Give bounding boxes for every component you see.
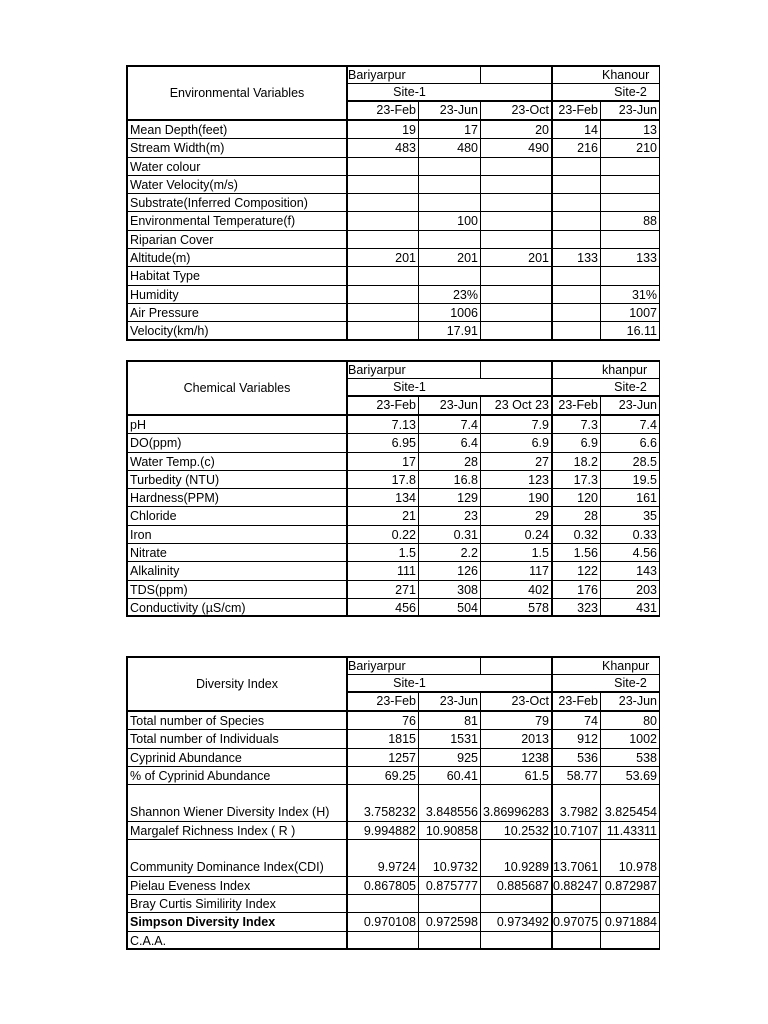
row-label: Velocity(km/h) [126,322,346,340]
table-cell: 17 [418,121,480,139]
table-cell: 23 [418,507,480,525]
table-cell: 0.24 [480,526,551,544]
table-cell [600,267,660,285]
table-cell: 0.872987 [600,877,660,895]
table-cell [480,286,551,304]
table-cell: 133 [551,249,600,267]
table-cell [551,322,600,340]
table-cell: 129 [418,489,480,507]
table-cell: 456 [346,599,418,617]
table-row [126,581,660,599]
table-cell: 27 [480,453,551,471]
table-cell: 21 [346,507,418,525]
table-cell [346,322,418,340]
table-cell: 536 [551,749,600,767]
table-cell: 1.5 [346,544,418,562]
table-body [126,121,660,341]
date-header: 23-Feb [551,693,600,712]
table-cell [480,158,551,176]
table-row [126,489,660,507]
table-cell: 1815 [346,730,418,748]
table-row [126,730,660,748]
table-cell [551,212,600,230]
table-cell [346,158,418,176]
table-cell: 9.994882 [346,822,418,840]
table-cell: 23% [418,286,480,304]
table-cell: 13.7061 [551,858,600,876]
table-cell [418,194,480,212]
table-cell: 29 [480,507,551,525]
row-label: TDS(ppm) [126,581,346,599]
table-cell: 323 [551,599,600,617]
table-row [126,194,660,212]
table-row [126,286,660,304]
row-label: Chloride [126,507,346,525]
table-cell: 308 [418,581,480,599]
table-cell: 0.972598 [418,913,480,931]
table-cell: 480 [418,139,480,157]
table-cell: 6.6 [600,434,660,452]
table-cell: 1257 [346,749,418,767]
table-cell [480,304,551,322]
table-cell: 7.3 [551,416,600,434]
date-header: 23-Oct [480,693,551,712]
date-header: 23-Jun [418,397,480,416]
table-cell [418,895,480,913]
table-row [126,749,660,767]
table-cell: 925 [418,749,480,767]
row-label: Total number of Species [126,712,346,730]
table-cell [480,267,551,285]
table-cell: 61.5 [480,767,551,785]
row-label: Riparian Cover [126,231,346,249]
table-cell [600,932,660,950]
table-cell: 1531 [418,730,480,748]
row-label: Habitat Type [126,267,346,285]
table-cell [480,231,551,249]
table-row [126,471,660,489]
table-header [126,656,660,712]
table-cell [480,212,551,230]
site2-label: Site-2 [551,379,660,398]
table-cell: 14 [551,121,600,139]
row-label: Total number of Individuals [126,730,346,748]
table-row [126,767,660,785]
table-cell: 143 [600,562,660,580]
date-header: 23-Jun [600,102,660,121]
site1-name: Bariyarpur [346,360,480,379]
table-cell: 16.11 [600,322,660,340]
table-cell: 0.875777 [418,877,480,895]
table-cell: 100 [418,212,480,230]
table-cell: 1238 [480,749,551,767]
table-cell: 28.5 [600,453,660,471]
table-cell: 74 [551,712,600,730]
table-cell: 0.88247 [551,877,600,895]
table-row [126,158,660,176]
table-cell: 7.4 [418,416,480,434]
site2-name: Khanour [551,65,660,84]
site1-label: Site-1 [346,84,551,103]
table-title: Environmental Variables [126,65,346,121]
date-header: 23 Oct 23 [480,397,551,416]
table-cell: 0.33 [600,526,660,544]
table-cell: 161 [600,489,660,507]
table-cell [600,158,660,176]
table-row [126,822,660,840]
table-row [126,176,660,194]
row-label: Iron [126,526,346,544]
row-label: Conductivity (µS/cm) [126,599,346,617]
table-cell: 31% [600,286,660,304]
table-cell: 19 [346,121,418,139]
table-cell: 117 [480,562,551,580]
table-cell: 58.77 [551,767,600,785]
table-cell: 538 [600,749,660,767]
table-cell [346,932,418,950]
table-row [126,434,660,452]
table-header [126,360,660,416]
table-cell [346,194,418,212]
table-row [126,785,660,803]
table-cell: 133 [600,249,660,267]
row-label: Water Velocity(m/s) [126,176,346,194]
table-cell: 7.4 [600,416,660,434]
table-cell [418,785,480,803]
date-header: 23-Feb [551,397,600,416]
table-cell: 81 [418,712,480,730]
table-cell: 1.5 [480,544,551,562]
date-header: 23-Feb [346,693,418,712]
table-cell: 504 [418,599,480,617]
table-cell [551,785,600,803]
table-cell: 0.31 [418,526,480,544]
table-cell [551,304,600,322]
table-cell: 2.2 [418,544,480,562]
row-label: Alkalinity [126,562,346,580]
table-cell [418,176,480,194]
table-cell [346,286,418,304]
table-row [126,932,660,950]
table-cell [346,176,418,194]
table-cell: 201 [480,249,551,267]
table-cell: 17 [346,453,418,471]
row-label: % of Cyprinid Abundance [126,767,346,785]
table-cell: 69.25 [346,767,418,785]
table-cell: 3.848556 [418,803,480,821]
table-cell: 60.41 [418,767,480,785]
table-cell [480,895,551,913]
table-cell: 176 [551,581,600,599]
row-label: Air Pressure [126,304,346,322]
table-cell [600,194,660,212]
table-cell: 18.2 [551,453,600,471]
table-cell: 3.7982 [551,803,600,821]
header-empty-cell [480,65,551,84]
table-cell: 0.970108 [346,913,418,931]
table-cell: 3.86996283 [480,803,551,821]
table-cell [600,785,660,803]
table-cell: 120 [551,489,600,507]
table-cell [551,158,600,176]
table-cell: 1007 [600,304,660,322]
table-row [126,803,660,821]
site1-label: Site-1 [346,379,551,398]
table-cell [346,785,418,803]
table-cell: 203 [600,581,660,599]
table-cell: 19.5 [600,471,660,489]
row-label: Bray Curtis Similirity Index [126,895,346,913]
table-cell [551,286,600,304]
table-row [126,840,660,858]
table-cell [418,932,480,950]
table-cell: 7.9 [480,416,551,434]
table-row [126,231,660,249]
row-label [126,840,346,858]
table-cell: 0.867805 [346,877,418,895]
table-row [126,212,660,230]
date-header: 23-Jun [418,693,480,712]
table-row [126,249,660,267]
table-cell [480,194,551,212]
table-cell: 210 [600,139,660,157]
table-cell: 111 [346,562,418,580]
environmental-variables-table [126,65,660,341]
table-cell: 4.56 [600,544,660,562]
table-cell [480,840,551,858]
table-cell: 76 [346,712,418,730]
table-cell: 10.9289 [480,858,551,876]
header-empty-cell [480,360,551,379]
row-label: Pielau Eveness Index [126,877,346,895]
table-row [126,599,660,617]
row-label: Water Temp.(c) [126,453,346,471]
table-cell: 6.4 [418,434,480,452]
table-cell: 10.90858 [418,822,480,840]
table-cell: 126 [418,562,480,580]
table-cell [600,895,660,913]
table-cell: 1006 [418,304,480,322]
table-cell: 123 [480,471,551,489]
table-cell [551,932,600,950]
table-cell [418,158,480,176]
table-cell: 190 [480,489,551,507]
table-cell [600,176,660,194]
date-header: 23-Oct [480,102,551,121]
table-row [126,121,660,139]
row-label: Environmental Temperature(f) [126,212,346,230]
table-cell: 431 [600,599,660,617]
table-header [126,65,660,121]
row-label: Nitrate [126,544,346,562]
table-row [126,544,660,562]
site2-label: Site-2 [551,675,660,694]
table-row [126,895,660,913]
row-label: Simpson Diversity Index [126,913,346,931]
table-cell: 0.973492 [480,913,551,931]
chemical-variables-table [126,360,660,617]
date-header: 23-Feb [346,102,418,121]
table-cell: 79 [480,712,551,730]
table-cell [346,231,418,249]
table-cell [480,322,551,340]
table-cell: 16.8 [418,471,480,489]
site2-name: Khanpur [551,656,660,675]
table-row [126,267,660,285]
row-label: pH [126,416,346,434]
table-cell: 35 [600,507,660,525]
table-cell: 483 [346,139,418,157]
table-row [126,858,660,876]
table-cell: 201 [346,249,418,267]
table-cell: 28 [551,507,600,525]
table-cell: 10.9732 [418,858,480,876]
row-label: Cyprinid Abundance [126,749,346,767]
table-cell: 912 [551,730,600,748]
table-cell [346,840,418,858]
table-cell: 11.43311 [600,822,660,840]
diversity-index-table [126,656,660,950]
table-cell: 0.885687 [480,877,551,895]
table-cell: 17.91 [418,322,480,340]
table-cell: 20 [480,121,551,139]
table-cell: 201 [418,249,480,267]
table-cell [551,840,600,858]
table-cell [551,267,600,285]
table-cell [418,267,480,285]
table-cell: 53.69 [600,767,660,785]
table-cell: 17.8 [346,471,418,489]
table-cell [480,932,551,950]
row-label: DO(ppm) [126,434,346,452]
table-cell: 13 [600,121,660,139]
table-cell: 0.97075 [551,913,600,931]
date-header: 23-Jun [600,693,660,712]
site1-name: Bariyarpur [346,65,480,84]
site1-label: Site-1 [346,675,551,694]
table-row [126,877,660,895]
table-row [126,507,660,525]
table-cell: 490 [480,139,551,157]
table-cell: 271 [346,581,418,599]
table-title: Diversity Index [126,656,346,712]
table-cell [551,176,600,194]
table-row [126,304,660,322]
table-cell [551,231,600,249]
table-cell [600,840,660,858]
table-title: Chemical Variables [126,360,346,416]
table-row [126,562,660,580]
table-row [126,913,660,931]
table-cell: 402 [480,581,551,599]
table-cell: 1.56 [551,544,600,562]
row-label: Margalef Richness Index ( R ) [126,822,346,840]
table-cell: 80 [600,712,660,730]
table-body [126,712,660,950]
table-cell [346,895,418,913]
row-label: Stream Width(m) [126,139,346,157]
table-cell: 0.22 [346,526,418,544]
table-row [126,416,660,434]
table-cell [418,231,480,249]
table-cell [418,840,480,858]
table-cell: 134 [346,489,418,507]
date-header: 23-Jun [418,102,480,121]
table-cell: 9.9724 [346,858,418,876]
row-label: Turbedity (NTU) [126,471,346,489]
table-cell [346,304,418,322]
table-cell [551,194,600,212]
table-cell: 2013 [480,730,551,748]
row-label: Substrate(Inferred Composition) [126,194,346,212]
table-cell: 88 [600,212,660,230]
table-cell [480,176,551,194]
table-cell: 28 [418,453,480,471]
table-cell: 3.758232 [346,803,418,821]
site1-name: Bariyarpur [346,656,480,675]
row-label: Community Dominance Index(CDI) [126,858,346,876]
table-cell: 578 [480,599,551,617]
table-row [126,322,660,340]
table-cell: 216 [551,139,600,157]
row-label: Water colour [126,158,346,176]
table-cell: 7.13 [346,416,418,434]
table-cell [551,895,600,913]
date-header: 23-Feb [346,397,418,416]
row-label [126,785,346,803]
table-cell: 10.7107 [551,822,600,840]
table-cell: 1002 [600,730,660,748]
site2-label: Site-2 [551,84,660,103]
row-label: Mean Depth(feet) [126,121,346,139]
table-cell: 6.95 [346,434,418,452]
row-label: Hardness(PPM) [126,489,346,507]
site2-name: khanpur [551,360,660,379]
table-cell: 6.9 [480,434,551,452]
table-cell: 122 [551,562,600,580]
table-cell: 6.9 [551,434,600,452]
table-cell [480,785,551,803]
table-cell: 10.978 [600,858,660,876]
date-header: 23-Feb [551,102,600,121]
table-cell: 3.825454 [600,803,660,821]
row-label: Shannon Wiener Diversity Index (H) [126,803,346,821]
table-body [126,416,660,617]
table-cell [600,231,660,249]
table-cell: 17.3 [551,471,600,489]
table-cell: 0.971884 [600,913,660,931]
row-label: C.A.A. [126,932,346,950]
row-label: Humidity [126,286,346,304]
table-cell [346,212,418,230]
table-row [126,712,660,730]
header-empty-cell [480,656,551,675]
table-row [126,453,660,471]
table-cell: 0.32 [551,526,600,544]
table-row [126,139,660,157]
date-header: 23-Jun [600,397,660,416]
table-cell: 10.2532 [480,822,551,840]
table-row [126,526,660,544]
table-cell [346,267,418,285]
row-label: Altitude(m) [126,249,346,267]
